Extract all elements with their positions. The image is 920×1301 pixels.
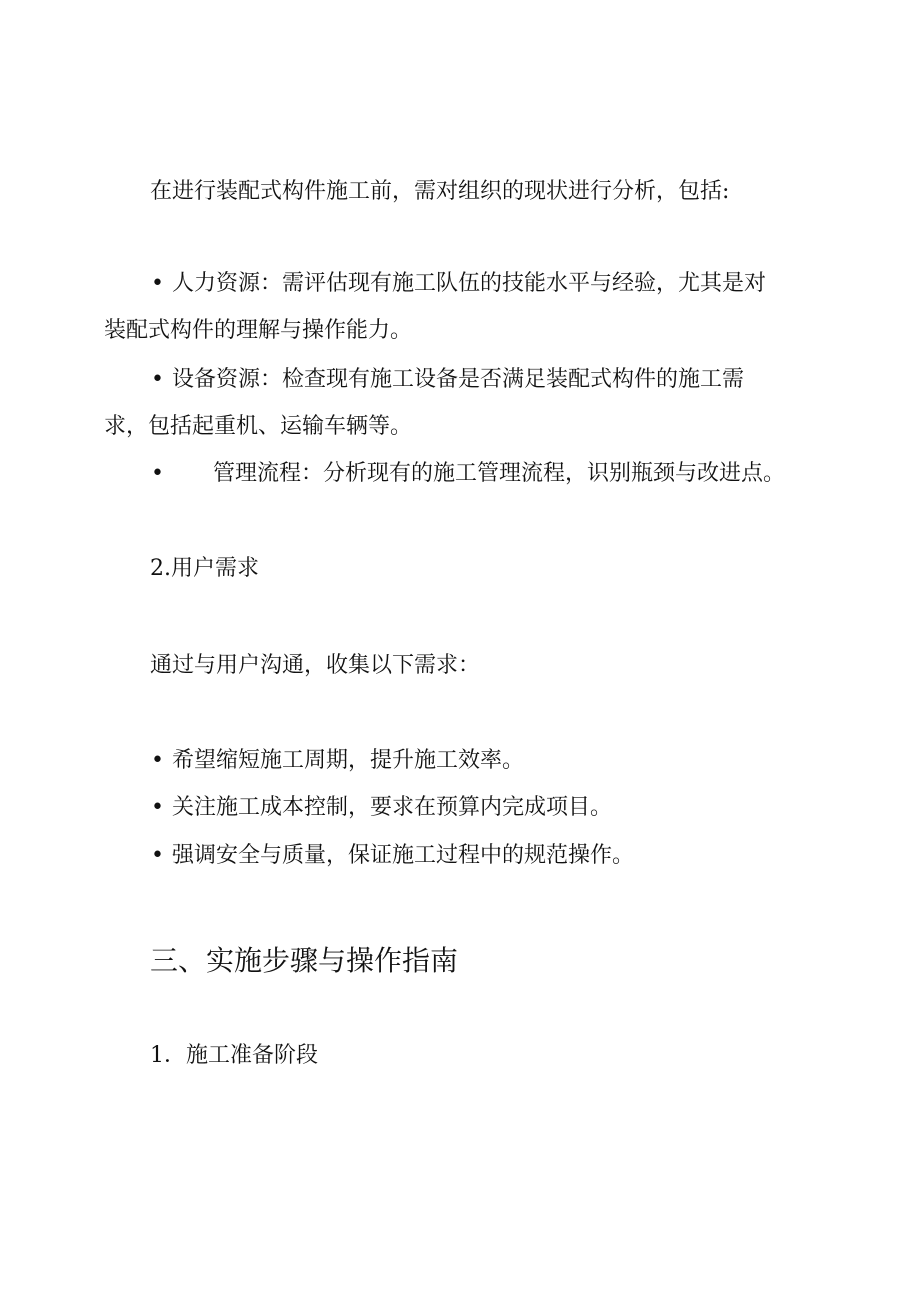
intro-paragraph: 在进行装配式构件施工前，需对组织的现状进行分析，包括: (150, 179, 730, 204)
step1-title: 1．施工准备阶段 (150, 1043, 318, 1068)
bullet-marker: • (151, 748, 164, 773)
need-item: 强调安全与质量，保证施工过程中的规范操作。 (172, 843, 635, 868)
need-item: 关注施工成本控制，要求在预算内完成项目。 (172, 795, 613, 820)
resource-process-line1: 管理流程：分析现有的施工管理流程，识别瓶颈与改进点。 (213, 461, 786, 486)
bullet-marker: • (151, 795, 164, 820)
chapter3-heading: 三、实施步骤与操作指南 (150, 944, 459, 977)
bullet-marker: • (151, 271, 164, 296)
resource-equipment-line2: 求，包括起重机、运输车辆等。 (104, 414, 413, 439)
resource-human-line2: 装配式构件的理解与操作能力。 (104, 318, 413, 343)
bullet-marker: • (151, 461, 164, 486)
bullet-marker: • (151, 367, 164, 392)
resource-human-line1: 人力资源：需评估现有施工队伍的技能水平与经验，尤其是对 (172, 271, 767, 296)
bullet-marker: • (151, 843, 164, 868)
need-item: 希望缩短施工周期，提升施工效率。 (172, 748, 525, 773)
resource-equipment-line1: 设备资源：检查现有施工设备是否满足装配式构件的施工需 (172, 367, 745, 392)
section2-title: 2.用户需求 (150, 556, 259, 581)
section2-intro: 通过与用户沟通，收集以下需求： (150, 653, 481, 678)
